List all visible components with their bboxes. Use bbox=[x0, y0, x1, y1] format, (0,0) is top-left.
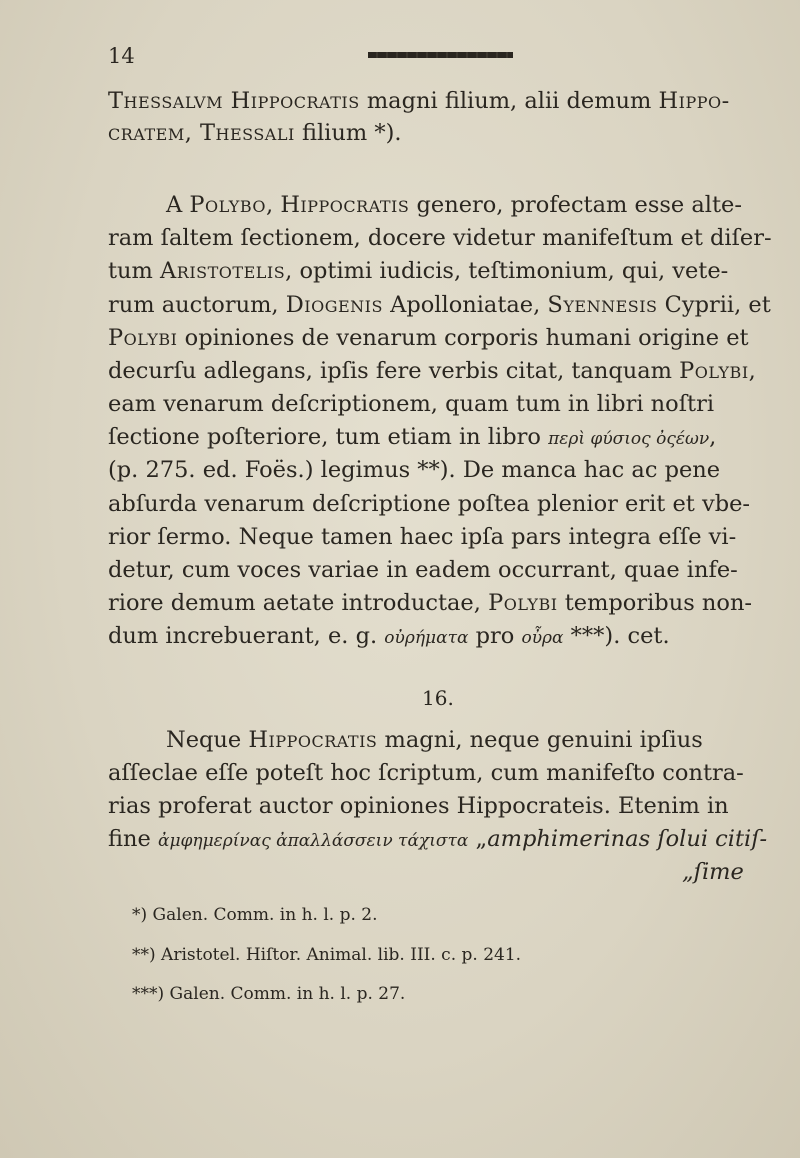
text-segment: dum increbuerant, e. g. bbox=[108, 623, 385, 649]
text-line bbox=[108, 393, 714, 416]
text-segment: ram ſaltem ſectionem, docere videtur manifeſtum et diſer- bbox=[108, 225, 772, 251]
text-segment: , optimi iudicis, teſtimonium, qui, vete- bbox=[285, 258, 729, 284]
text-segment: οὐρήματα bbox=[384, 628, 469, 648]
text-segment: magni, neque genuini ipſius bbox=[377, 727, 703, 753]
text-line bbox=[108, 493, 750, 516]
text-line bbox=[108, 559, 738, 582]
text-segment: , bbox=[709, 424, 717, 450]
text-line bbox=[108, 828, 767, 851]
text-segment: Cyprii, et bbox=[657, 292, 771, 318]
footnote-text: Galen. Comm. in h. l. p. 27. bbox=[169, 984, 406, 1004]
section-number: 16. bbox=[422, 686, 454, 710]
text-segment: Aristotelis bbox=[160, 258, 286, 284]
footnote bbox=[132, 984, 405, 1004]
text-line bbox=[108, 592, 752, 615]
footnote bbox=[132, 905, 378, 925]
text-segment: temporibus non- bbox=[557, 590, 753, 616]
text-segment: , bbox=[748, 358, 756, 384]
footnote-mark: *) bbox=[132, 905, 153, 925]
text-segment: Diogenis bbox=[285, 292, 383, 318]
text-line bbox=[108, 459, 720, 482]
text-segment: fine bbox=[108, 826, 158, 852]
text-line bbox=[108, 90, 730, 113]
text-segment: Apolloniatae, bbox=[382, 292, 548, 318]
text-segment: οὖρα bbox=[521, 628, 564, 648]
text-line bbox=[166, 194, 742, 217]
text-segment: tum bbox=[108, 258, 161, 284]
text-segment: filium *). bbox=[294, 120, 402, 146]
text-line bbox=[108, 294, 771, 317]
text-segment: rum auctorum, bbox=[108, 292, 286, 318]
text-segment: ſectione poſteriore, tum etiam in libro bbox=[108, 424, 549, 450]
text-segment: Thessalvm Hippocratis bbox=[108, 88, 360, 114]
text-segment: cratem, Thessali bbox=[108, 120, 295, 146]
text-segment: , bbox=[266, 192, 281, 218]
footnote-mark: **) bbox=[132, 945, 162, 965]
text-segment: Hippocratis bbox=[280, 192, 410, 218]
text-segment: (p. 275. ed. Foës.) legimus **). De manca hac ac pene bbox=[108, 457, 721, 483]
text-segment: rias proferat auctor opiniones Hippocrateis. Etenim in bbox=[108, 793, 729, 819]
text-segment: A bbox=[166, 192, 190, 218]
text-line bbox=[682, 861, 744, 884]
text-line bbox=[108, 360, 756, 383]
text-segment: „ſime bbox=[682, 859, 744, 885]
text-segment: Polybi bbox=[679, 358, 749, 384]
text-segment: Polybi bbox=[108, 325, 178, 351]
header-rule bbox=[368, 52, 513, 58]
text-segment: Hippocratis bbox=[248, 727, 378, 753]
text-segment: magni filium, alii demum bbox=[359, 88, 659, 114]
text-line bbox=[108, 426, 716, 449]
text-segment: opiniones de venarum corporis humani origine et bbox=[177, 325, 749, 351]
text-segment: detur, cum voces variae in eadem occurrant, quae infe- bbox=[108, 557, 738, 583]
footnote-text: Aristotel. Hiſtor. Animal. lib. III. c. p. 241. bbox=[161, 945, 522, 965]
text-segment: ἀμφημερίνας ἀπαλλάσσειν τάχιστα bbox=[157, 831, 469, 851]
text-segment: pro bbox=[468, 623, 522, 649]
text-segment: Syennesis bbox=[547, 292, 658, 318]
text-segment: Hippo- bbox=[658, 88, 730, 114]
footnote bbox=[132, 945, 521, 965]
text-line bbox=[108, 327, 749, 350]
text-segment: „ bbox=[468, 826, 488, 852]
footnote-text: Galen. Comm. in h. l. p. 2. bbox=[152, 905, 378, 925]
text-line bbox=[108, 227, 772, 250]
text-line bbox=[108, 526, 736, 549]
text-segment: aſſeclae eſſe poteſt hoc ſcriptum, cum manifeſto contra- bbox=[108, 760, 744, 786]
text-segment: rior ſermo. Neque tamen haec ipſa pars integra eſſe vi- bbox=[108, 524, 737, 550]
text-segment: amphimerinas ſolui citiſ- bbox=[487, 826, 768, 852]
text-segment: περὶ φύσιος ὀςέων bbox=[548, 429, 710, 449]
footnote-mark: ***) bbox=[132, 984, 170, 1004]
text-segment: Polybi bbox=[488, 590, 558, 616]
text-line bbox=[166, 729, 703, 752]
text-line bbox=[108, 795, 729, 818]
text-line bbox=[108, 762, 744, 785]
text-segment: genero, profectam esse alte- bbox=[409, 192, 742, 218]
text-segment: Polybo bbox=[189, 192, 266, 218]
text-segment: riore demum aetate introductae, bbox=[108, 590, 489, 616]
text-line bbox=[108, 122, 402, 145]
text-line bbox=[108, 625, 670, 648]
text-line bbox=[108, 260, 728, 283]
text-segment: abſurda venarum deſcriptione poſtea plenior erit et vbe- bbox=[108, 491, 751, 517]
text-segment: ***). cet. bbox=[563, 623, 670, 649]
page-number: 14 bbox=[108, 44, 135, 68]
text-segment: decurſu adlegans, ipſis fere verbis citat, tanquam bbox=[108, 358, 680, 384]
text-segment: eam venarum deſcriptionem, quam tum in libri noſtri bbox=[108, 391, 715, 417]
text-segment: Neque bbox=[166, 727, 249, 753]
